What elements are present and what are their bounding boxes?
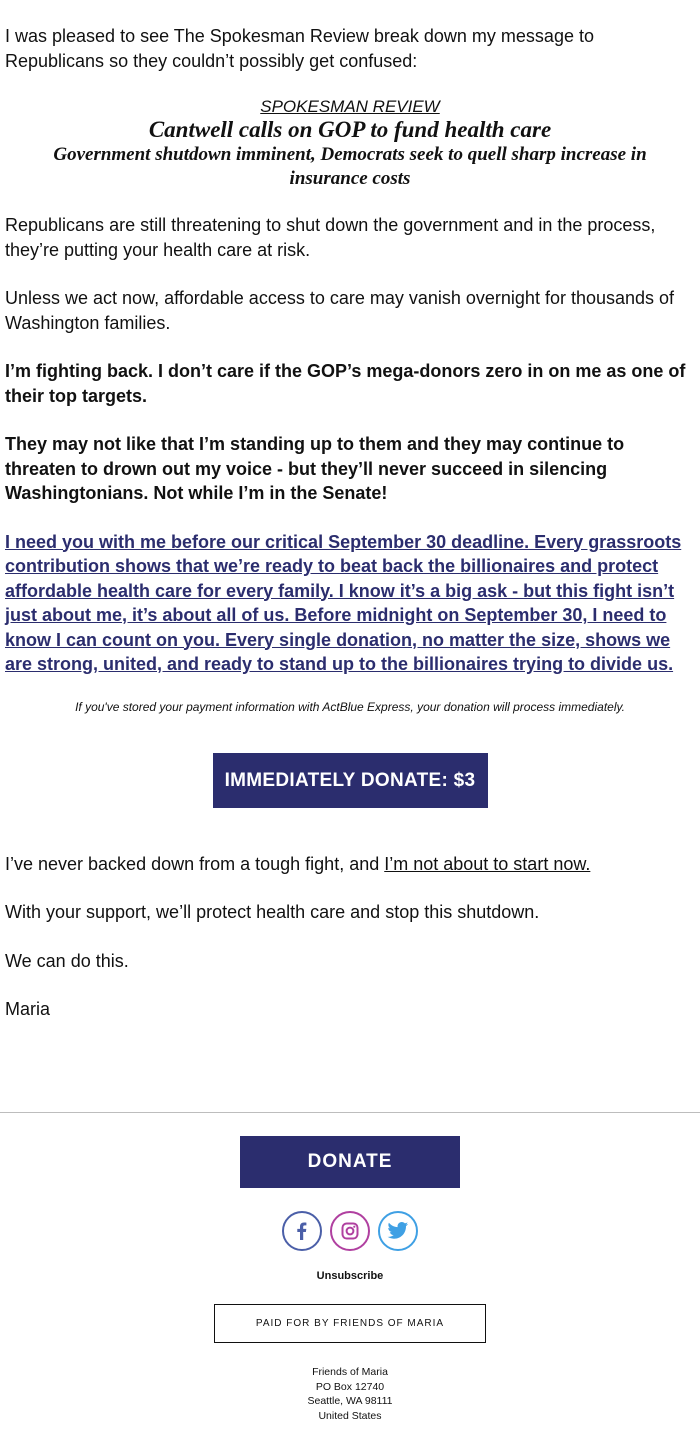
paragraph-support: With your support, we’ll protect health care and stop this shutdown. [5,902,540,922]
facebook-icon[interactable] [282,1211,322,1251]
news-clipping [5,97,695,191]
paragraph-never-backed-down [5,852,695,877]
email-footer [0,1136,700,1423]
immediately-donate-button[interactable]: IMMEDIATELY DONATE: $3 [213,753,488,808]
paragraph-shutdown: Republicans are still threatening to shut down the government and in the process, they’re putting your health care at risk. [5,215,656,260]
paragraph-fighting-back: I’m fighting back. I don’t care if the GOP’s mega-donors zero in on me as one of their top targets. [5,361,686,406]
instagram-icon[interactable] [330,1211,370,1251]
paid-for-disclaimer: PAID FOR BY FRIENDS OF MARIA [214,1304,486,1343]
signature: Maria [5,999,51,1019]
twitter-glyph [387,1221,409,1241]
twitter-icon[interactable] [378,1211,418,1251]
paragraph-access: Unless we act now, affordable access to care may vanish overnight for thousands of Washington families. [5,288,675,333]
email-body [5,24,695,1046]
clipping-subheadline: Government shutdown imminent, Democrats seek to quell sharp increase in insurance costs [53,144,647,189]
paragraph-prefix: I’ve never backed down from a tough fight, and [5,853,385,874]
footer-donate-button[interactable]: DONATE [240,1136,460,1188]
paragraph-standing-up: They may not like that I’m standing up to them and they may continue to threaten to drown out my voice - but they’ll never succeed in silencing Washingtonians. Not while I’m in the Senate! [5,434,625,503]
donate-button-wrapper [5,753,695,808]
intro-paragraph: I was pleased to see The Spokesman Review break down my message to Republicans so they couldn’t possibly get confused: [5,26,594,71]
footer-divider [0,1112,700,1113]
social-links [0,1211,700,1253]
instagram-glyph [340,1221,360,1241]
actblue-fine-print: If you've stored your payment information with ActBlue Express, your donation will process immediately. [75,699,625,714]
clipping-headline: Cantwell calls on GOP to fund health care [148,117,552,142]
paragraph-can-do: We can do this. [5,950,129,971]
address-line-1: Friends of Maria [312,1366,388,1378]
address-line-4: United States [318,1409,382,1422]
address-line-2: PO Box 12740 [315,1380,385,1393]
not-about-to-start-link[interactable]: I’m not about to start now. [384,853,591,874]
cta-donation-link[interactable]: I need you with me before our critical September 30 deadline. Every grassroots contribution shows that we’re ready to beat back the billionaires and protect affordable health care for every family. I know it’s a big ask - but this fight isn’t just about me, it’s about all of us. Before midnight on September 30, I need to know I can count on you. Every single donation, no matter the size, shows we are strong, united, and ready to stand up to the billionaires trying to divide us. [5,531,682,674]
unsubscribe-link[interactable]: Unsubscribe [316,1270,384,1282]
address-line-3: Seattle, WA 98111 [307,1395,393,1407]
mailing-address [0,1365,700,1423]
facebook-glyph [292,1221,312,1241]
clipping-source: SPOKESMAN REVIEW [260,97,440,116]
